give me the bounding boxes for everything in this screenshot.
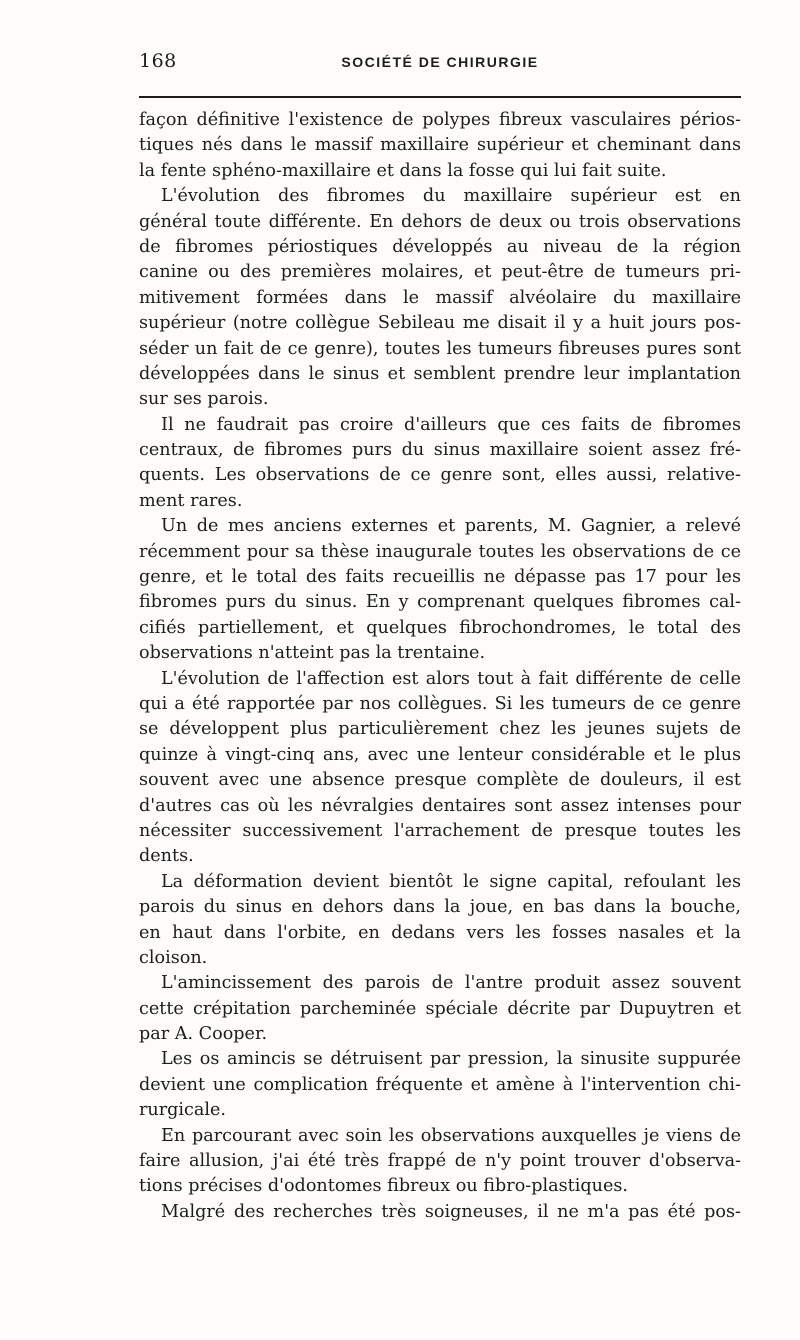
- text-line: En parcourant avec soin les observations auxquelles je viens de: [161, 1125, 741, 1146]
- text-line: quinze à vingt-cinq ans, avec une lenteur considérable et le plus: [139, 744, 741, 765]
- text-line: en haut dans l'orbite, en dedans vers les fosses nasales et la: [139, 922, 741, 943]
- text-line: cette crépitation parcheminée spéciale décrite par Dupuytren et: [139, 998, 741, 1019]
- text-line: d'autres cas où les névralgies dentaires sont assez intenses pour: [139, 795, 741, 816]
- text-line: par A. Cooper.: [139, 1024, 268, 1045]
- text-line: rurgicale.: [139, 1100, 227, 1121]
- text-line: Les os amincis se détruisent par pression, la sinusite suppurée: [161, 1049, 741, 1070]
- text-line: tiques nés dans le massif maxillaire supérieur et cheminant dans: [139, 135, 741, 156]
- text-line: Malgré des recherches très soigneuses, il ne m'a pas été pos-: [161, 1201, 741, 1222]
- text-line: général toute différente. En dehors de deux ou trois observations: [139, 211, 741, 232]
- text-line: cifiés partiellement, et quelques fibrochondromes, le total des: [139, 617, 741, 638]
- text-line: ment rares.: [139, 490, 243, 511]
- text-line: genre, et le total des faits recueillis ne dépasse pas 17 pour les: [139, 567, 741, 588]
- text-line: L'évolution des fibromes du maxillaire supérieur est en: [161, 186, 741, 207]
- text-line: L'évolution de l'affection est alors tout à fait différente de celle: [161, 668, 741, 689]
- body-text: [139, 108, 741, 1225]
- text-line: de fibromes périostiques développés au niveau de la région: [139, 236, 741, 257]
- text-line: mitivement formées dans le massif alvéolaire du maxillaire: [139, 287, 741, 308]
- text-line: L'amincissement des parois de l'antre produit assez souvent: [161, 973, 741, 994]
- text-line: dents.: [139, 846, 194, 867]
- text-line: Il ne faudrait pas croire d'ailleurs que ces faits de fibromes: [161, 414, 741, 435]
- page-number: 168: [139, 50, 177, 72]
- text-line: cloison.: [139, 947, 208, 968]
- text-line: observations n'atteint pas la trentaine.: [139, 643, 486, 664]
- text-line: centraux, de fibromes purs du sinus maxillaire soient assez fré-: [139, 440, 741, 461]
- text-line: quents. Les observations de ce genre sont, elles aussi, relative-: [139, 465, 741, 486]
- text-line: parois du sinus en dehors dans la joue, en bas dans la bouche,: [139, 897, 741, 918]
- text-line: souvent avec une absence presque complète de douleurs, il est: [139, 770, 741, 791]
- text-line: canine ou des premières molaires, et peut-être de tumeurs pri-: [139, 262, 741, 283]
- text-line: faire allusion, j'ai été très frappé de n'y point trouver d'observa-: [139, 1151, 741, 1172]
- text-line: qui a été rapportée par nos collègues. Si les tumeurs de ce genre: [139, 693, 741, 714]
- text-line: sur ses parois.: [139, 389, 269, 410]
- text-line: supérieur (notre collègue Sebileau me disait il y a huit jours pos-: [139, 313, 741, 334]
- text-line: la fente sphéno-maxillaire et dans la fosse qui lui fait suite.: [139, 160, 667, 181]
- text-line: développées dans le sinus et semblent prendre leur implantation: [139, 363, 741, 384]
- text-line: façon définitive l'existence de polypes fibreux vasculaires périos-: [139, 110, 741, 130]
- header-rule: [139, 96, 741, 98]
- text-line: Un de mes anciens externes et parents, M. Gagnier, a relevé: [161, 516, 741, 537]
- text-line: devient une complication fréquente et amène à l'intervention chi-: [139, 1074, 741, 1095]
- text-line: récemment pour sa thèse inaugurale toutes les observations de ce: [139, 541, 741, 562]
- text-line: fibromes purs du sinus. En y comprenant quelques fibromes cal-: [139, 592, 741, 613]
- text-line: séder un fait de ce genre), toutes les tumeurs fibreuses pures sont: [139, 338, 741, 359]
- text-line: nécessiter successivement l'arrachement de presque toutes les: [139, 820, 741, 841]
- text-line: se développent plus particulièrement chez les jeunes sujets de: [139, 719, 741, 740]
- page-header: [139, 48, 741, 78]
- text-line: La déformation devient bientôt le signe capital, refoulant les: [161, 871, 741, 892]
- running-title: SOCIÉTÉ DE CHIRURGIE: [341, 54, 539, 70]
- text-line: tions précises d'odontomes fibreux ou fibro-plastiques.: [139, 1176, 628, 1197]
